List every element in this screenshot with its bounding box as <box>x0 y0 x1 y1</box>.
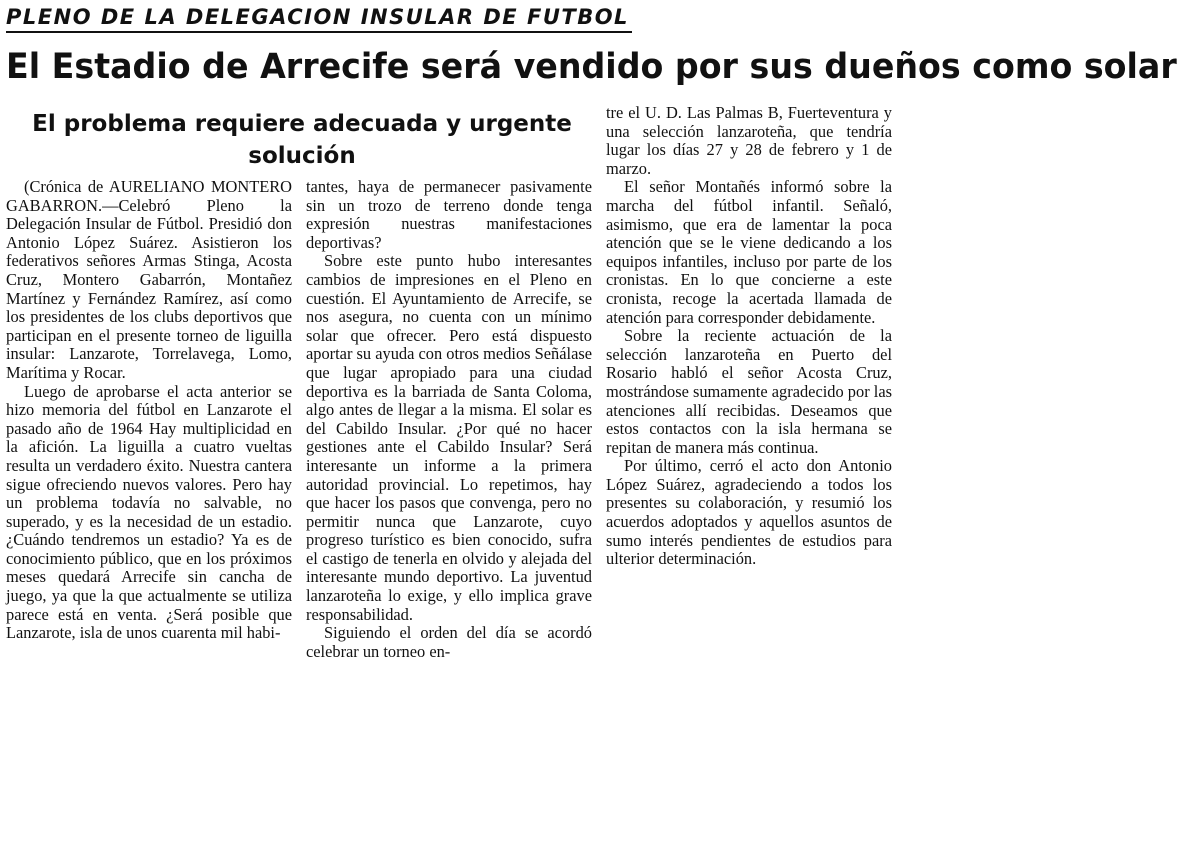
headline: El Estadio de Arrecife será vendido por sus dueños como solar <box>6 47 1177 87</box>
paragraph: Sobre la reciente actuación de la selección lanzaroteña en Puerto del Rosario habló el señor Acosta Cruz, mostrándose sumamente agradecido por las atenciones allí recibidas. Deseamos que estos contactos con la isla hermana se repitan de manera más continua. <box>606 326 892 457</box>
paragraph: Siguiendo el orden del día se acordó celebrar un torneo en- <box>306 623 592 661</box>
article-column-3 <box>606 104 892 569</box>
paragraph: Por último, cerró el acto don Antonio López Suárez, agradeciendo a todos los presentes su colaboración, y resumió los acuerdos adoptados y aquellos asuntos de sumo interés pendientes de estudios para ulterior determinación. <box>606 456 892 569</box>
paragraph: tantes, haya de permanecer pasivamente sin un trozo de terreno donde tenga expresión nuestras manifestaciones deportivas? <box>306 177 592 252</box>
subheadline: El problema requiere adecuada y urgente solución <box>32 111 572 169</box>
kicker: PLENO DE LA DELEGACION INSULAR DE FUTBOL <box>6 5 629 29</box>
article-column-1 <box>6 178 292 643</box>
paragraph: Sobre este punto hubo interesantes cambios de impresiones en el Pleno en cuestión. El Ayuntamiento de Arrecife, se nos asegura, no cuenta con un mínimo solar que ofrecer. Pero está dispuesto aportar su ayuda con otros medios Señálase que lugar apropiado para una ciudad deportiva es la barriada de Santa Coloma, algo antes de llegar a la misma. El solar es del Cabildo Insular. ¿Por qué no hacer gestiones ante el Cabildo Insular? Será interesante un informe a la primera autoridad provincial. Lo repetimos, hay que hacer los pasos que convenga, pero no permitir nunca que Lanzarote, cuyo progreso turístico es bien conocido, sufra el castigo de tenerla en olvido y alejada del interesante mundo deportivo. La juventud lanzaroteña lo exige, y ello implica grave responsabilidad. <box>306 251 592 624</box>
paragraph: (Crónica de AURELIANO MONTERO GABARRON.—Celebró Pleno la Delegación Insular de Fútbol. Presidió don Antonio López Suárez. Asistieron los federativos señores Armas Stinga, Acosta Cruz, Montero Gabarrón, Montañez Martínez y Fernández Ramírez, así como los presidentes de los clubs deportivos que participan en el presente torneo de liguilla insular: Lanzarote, Torrelavega, Lomo, Marítima y Rocar. <box>6 177 292 382</box>
kicker-rule <box>6 4 632 33</box>
paragraph: tre el U. D. Las Palmas B, Fuerteventura y una selección lanzaroteña, que tendría lugar los días 27 y 28 de febrero y 1 de marzo. <box>606 103 892 178</box>
paragraph: Luego de aprobarse el acta anterior se hizo memoria del fútbol en Lanzarote el pasado año de 1964 Hay multiplicidad en la afición. La liguilla a cuatro vueltas resulta un verdadero éxito. Nuestra cantera sigue ofreciendo nuevos valores. Pero hay un problema todavía no salvable, no superado, y es la necesidad de un estadio. ¿Cuándo tendremos un estadio? Ya es de conocimiento público, que en los próximos meses quedará Arrecife sin cancha de juego, ya que la que actualmente se utiliza parece está en venta. ¿Será posible que Lanzarote, isla de unos cuarenta mil habi- <box>6 381 292 643</box>
article-column-2 <box>306 178 592 661</box>
paragraph: El señor Montañés informó sobre la marcha del fútbol infantil. Señaló, asimismo, que era de lamentar la poca atención que se le viene dedicando a los equipos infantiles, incluso por parte de los cronistas. En lo que concierne a este cronista, recoge la acertada llamada de atención para corresponder debidamente. <box>606 177 892 327</box>
